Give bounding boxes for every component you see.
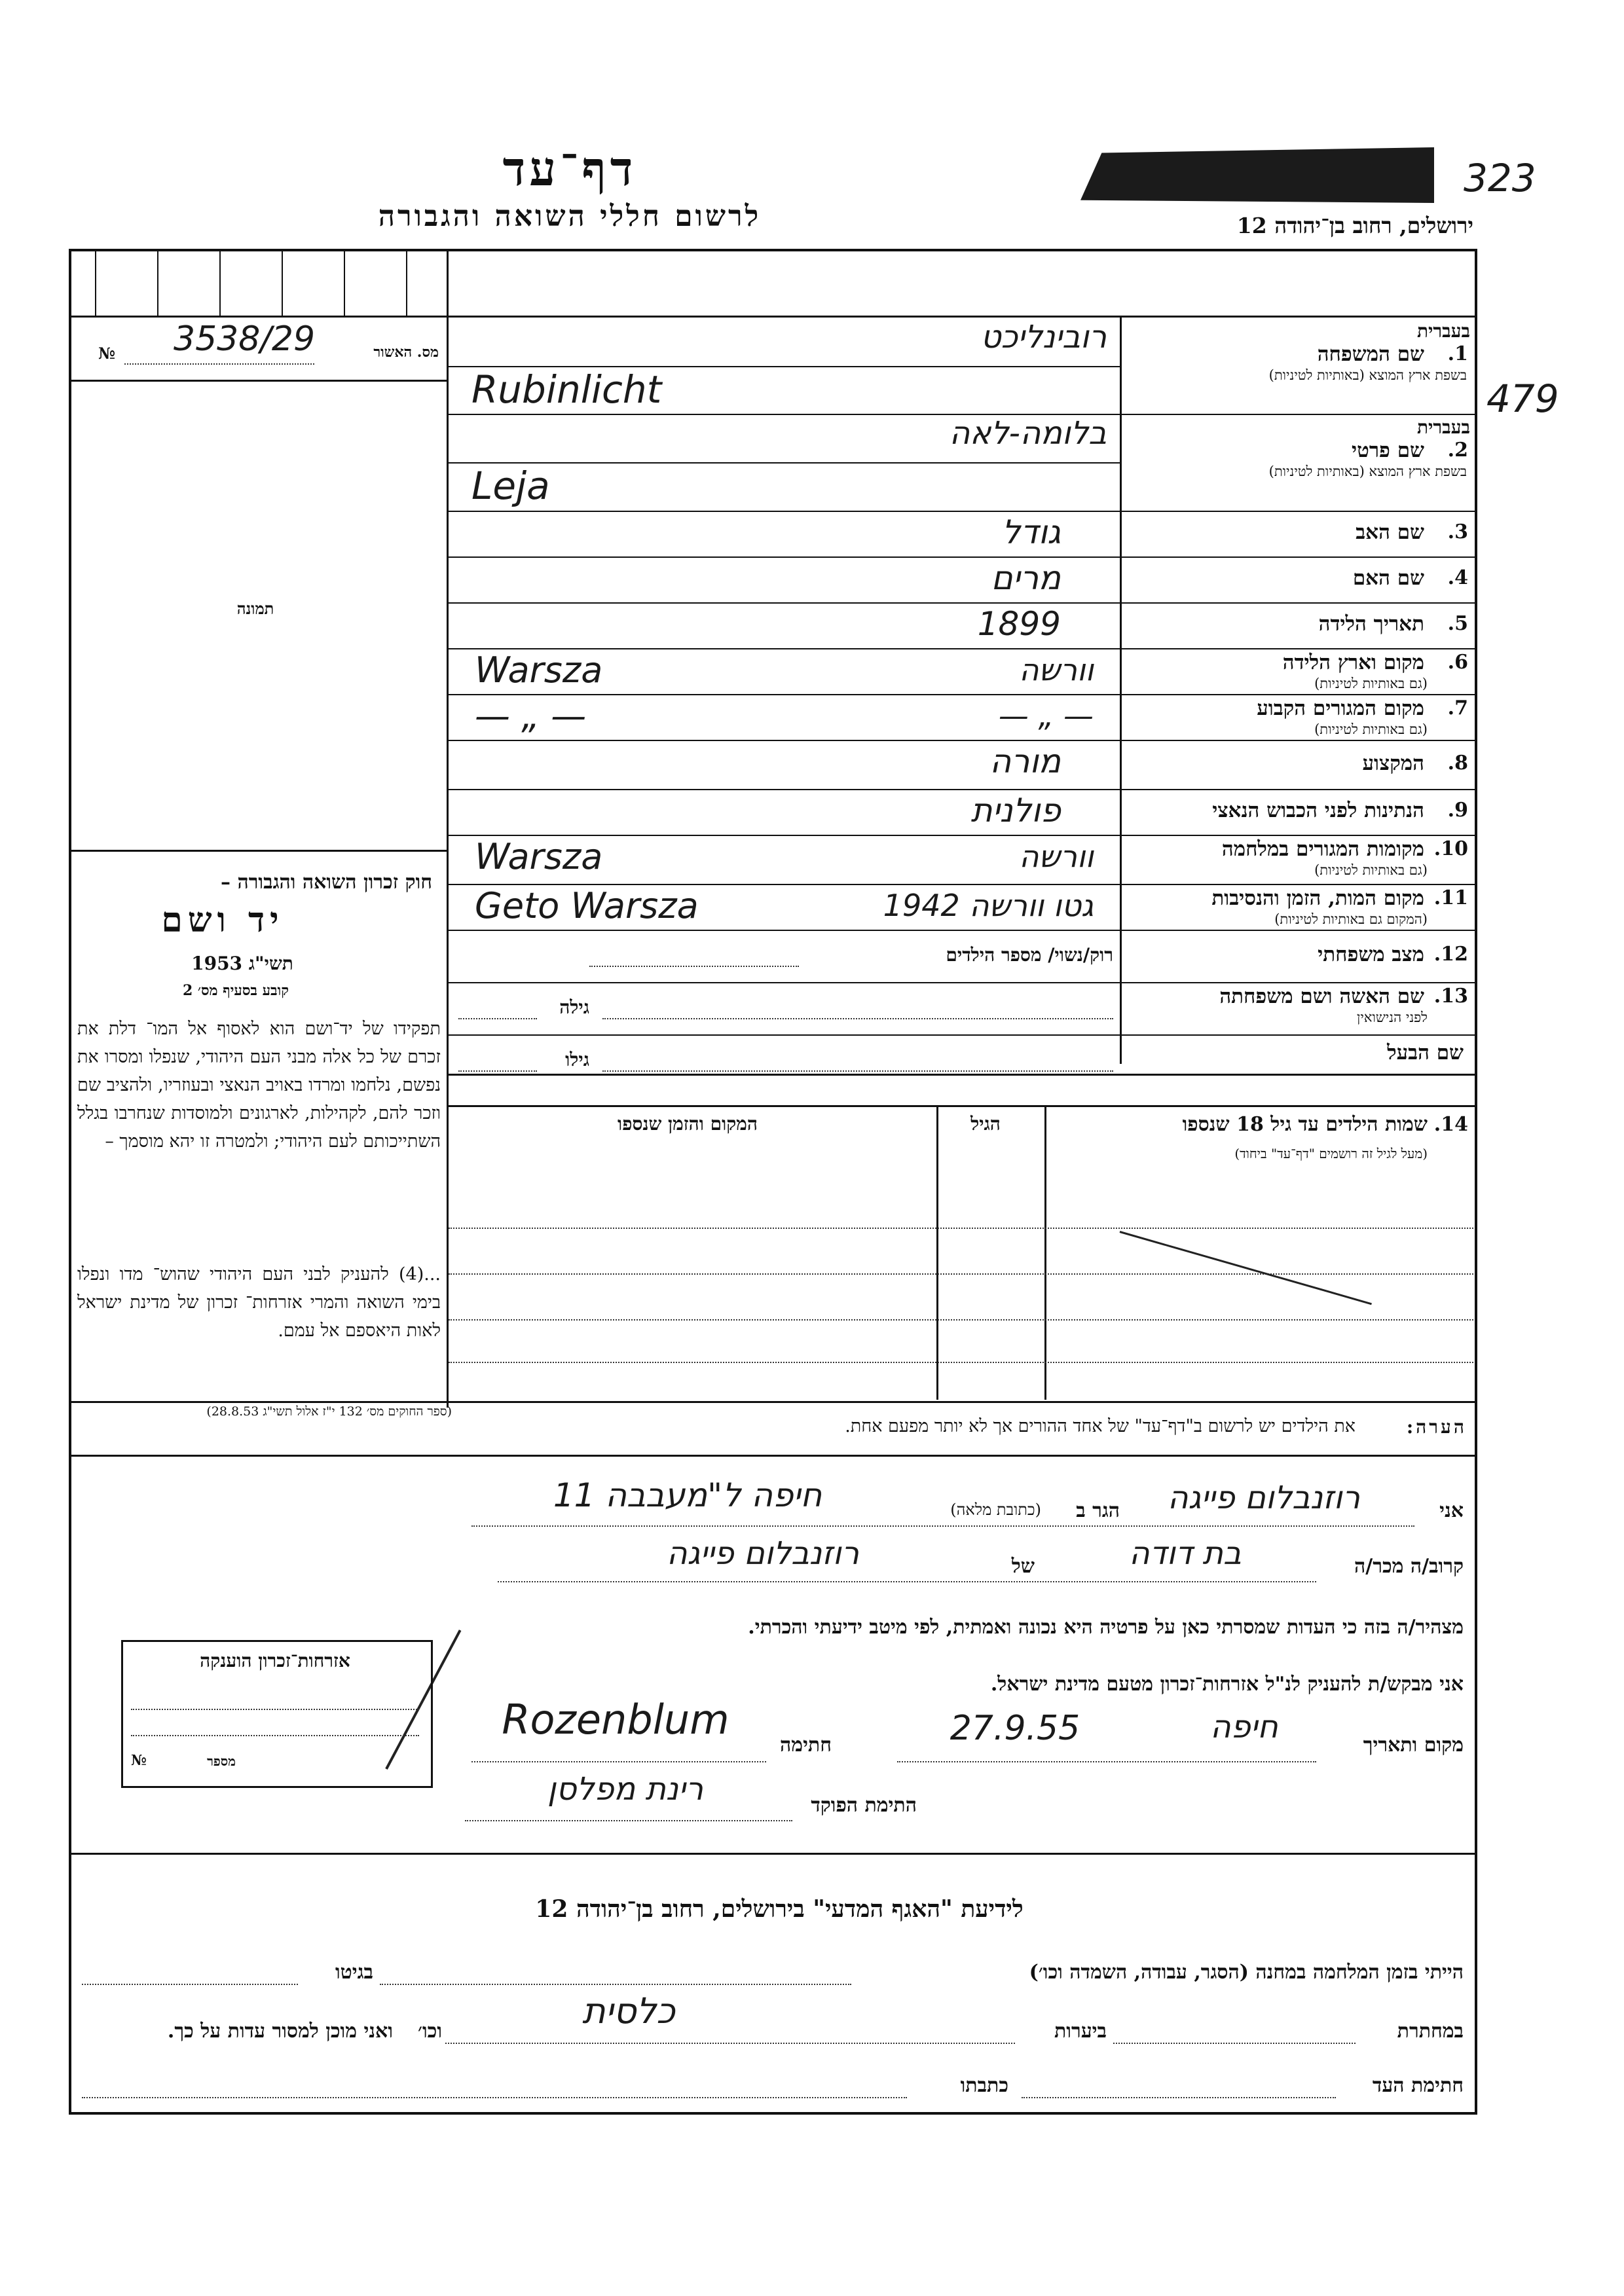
footer-line1-blank: [380, 1984, 851, 1985]
note-bottom: [69, 1455, 1477, 1457]
field-lang-label: בעברית: [1416, 320, 1470, 342]
form-title: דף־עד: [502, 141, 637, 196]
children-row-4: [449, 1362, 1473, 1363]
top-strip-tick-3: [219, 251, 221, 316]
decl-line-3: [897, 1761, 1316, 1762]
field-label: תאריך הלידה: [1318, 612, 1424, 636]
children-strikeout-line: [1120, 1231, 1372, 1305]
field-value-latin: Geto Warsza: [475, 885, 699, 926]
field-value-latin: Rubinlicht: [471, 367, 662, 412]
top-strip-tick-4: [282, 251, 283, 316]
field-label: מקום המגורים הקבוע: [1257, 697, 1424, 720]
field-label: שם האב: [1356, 520, 1424, 544]
field-number: 8.: [1447, 751, 1468, 774]
field-label: שם הבעל: [1387, 1041, 1464, 1065]
name-line: [602, 1070, 1113, 1072]
field-number: 2.: [1447, 439, 1468, 462]
children-row-2: [449, 1273, 1473, 1275]
children-count-line: [589, 966, 799, 967]
decl-request: אני מבקש/ת להעניק לנ"ל אזרחות־זכרון מטעם מדינת ישראל.: [990, 1673, 1464, 1696]
form-subtitle: לרשום חללי השואה והגבורה: [378, 200, 762, 233]
field-label: מקום המות, הזמן והנסיבות: [1211, 886, 1424, 910]
field-sublabel: (גם באותיות לטיניות): [1314, 721, 1428, 737]
field-number: 7.: [1447, 697, 1468, 720]
field-value-hebrew: — „ —: [998, 698, 1094, 733]
field-number: 5.: [1447, 612, 1468, 635]
field-number: 13.: [1433, 985, 1468, 1008]
field-number: 12.: [1433, 943, 1468, 966]
decl-line-4: [471, 1761, 766, 1762]
field-number: 1.: [1447, 342, 1468, 365]
footer-line2-c: וכו׳: [418, 2020, 442, 2043]
children-row-1: [449, 1228, 1473, 1229]
decl-address-label: (כתובת מלאה): [950, 1501, 1041, 1519]
age-line: [458, 1070, 537, 1072]
field-label: המקצוע: [1362, 751, 1424, 775]
field-label: שם פרטי: [1351, 439, 1424, 462]
note-label: הערה:: [1406, 1416, 1467, 1438]
field-sublabel: בשפת ארץ המוצא (באותיות לטיניות): [1268, 367, 1467, 383]
decl-of-name: רוזנבלום פייגה: [667, 1535, 859, 1572]
law-name: יד ושם: [161, 900, 284, 940]
archive-label: מס. האשור: [373, 344, 439, 361]
archive-box-bottom: [69, 380, 449, 382]
law-clause: קובע בסעיף מס׳ 2: [182, 982, 289, 999]
age-label: גילה: [559, 996, 589, 1018]
archive-no-symbol: №: [98, 344, 116, 363]
decl-lives-label: הגר ב: [1076, 1499, 1120, 1522]
note-top: [69, 1401, 1477, 1403]
footer-line1-tail: [82, 1984, 298, 1985]
citizenship-title: אזרחות־זכרון הוענקה: [200, 1650, 350, 1671]
field-label: שם האשה ושם משפחתה: [1219, 985, 1424, 1008]
field-sublabel: לפני הנישואין: [1357, 1010, 1428, 1025]
law-year: תשי"ג 1953: [191, 953, 293, 974]
top-strip-tick-2: [157, 251, 158, 316]
age-line: [458, 1018, 537, 1019]
field-number: 11.: [1433, 886, 1468, 909]
field-lang-label: בעברית: [1416, 416, 1470, 438]
footer-line3-blank-a: [1022, 2097, 1336, 2098]
field-value-hebrew: וורשה: [1019, 652, 1094, 687]
age-label: גילו: [565, 1049, 589, 1070]
citizenship-line-2: [131, 1735, 419, 1736]
field-value: גודל: [1002, 513, 1061, 551]
decl-of-label: של: [1011, 1555, 1035, 1578]
name-line: [602, 1018, 1113, 1019]
footer-line2-b: ביערות: [1054, 2020, 1107, 2043]
frame-bottom: [69, 2112, 1477, 2115]
field-sublabel: (המקום גם באותיות לטיניות): [1274, 911, 1428, 927]
law-paragraph-2: ...(4) להעניק לבני העם היהודי שהוש־ מדו ונפלו בימי השואה והמרי אזרחות־ זכרון של מדינת ישראל לאות היאספם אל עמם.: [77, 1264, 441, 1341]
field-value: 1899: [977, 605, 1061, 643]
footer-separator: [69, 1853, 1477, 1855]
field-value-latin: — „ —: [475, 695, 587, 737]
children-row-3: [449, 1319, 1473, 1321]
archive-number: 3538/29: [174, 319, 316, 359]
field-value: פולנית: [970, 792, 1061, 829]
field-label: שם המשפחה: [1317, 342, 1424, 366]
footer-line2-value: כלסית: [582, 1990, 675, 2032]
children-col-age: הגיל: [970, 1113, 1001, 1135]
decl-place-date-label: מקום ותאריך: [1363, 1734, 1464, 1757]
footer-line2-blank-a: [1113, 2043, 1356, 2044]
field-label: מצב משפחתי: [1318, 943, 1424, 966]
field-label: הנתינות לפני הכבוש הנאצי: [1212, 799, 1424, 822]
children-col-place: המקום והזמן שנספו: [618, 1113, 758, 1135]
field-value-latin: Warsza: [475, 836, 603, 877]
field-label: שם האם: [1352, 566, 1424, 590]
field-number: 10.: [1433, 837, 1468, 860]
decl-statement: מצהיר/ה בזה כי העדות שמסרתי כאן על פרטיה היא נכונה ואמתית, לפי מיטב ידיעתי והכרתי.: [748, 1616, 1464, 1639]
children-sub: (מעל לגיל זה רושמים "דף־עד" ביחוד): [1234, 1146, 1428, 1161]
decl-relative-label: קרוב/ה מכר/ה: [1354, 1555, 1464, 1578]
top-strip-tick-5: [344, 251, 345, 316]
decl-name: רוזנבלום פייגה: [1168, 1480, 1360, 1516]
decl-line-5: [465, 1820, 792, 1821]
field-value-hebrew: בלומה-לאה: [949, 415, 1107, 452]
field-value-hebrew: גטו וורשה 1942: [883, 888, 1094, 923]
field-value-hebrew: רובינליכט: [980, 319, 1107, 355]
top-strip-tick-1: [95, 251, 96, 316]
children-number: 14.: [1433, 1113, 1468, 1136]
decl-place: חיפה: [1210, 1709, 1278, 1745]
field-value: מורה: [989, 742, 1061, 780]
law-paragraph-1: תפקידו של יד־ושם הוא לאסוף אל המו־ דלת את זכרם של כל אלה מבני העם היהודי, שנפלו ומסרו את נפשם, נלחמו ומרדו באויב הנאצי ובעוזריו, ולהציב שם וזכר להם, לקהילות, לארגונים ולמוסדות שנחרבו בגלל השתייכותם לעם היהודי; ולמטרה זו יהא מוסמך –: [77, 1019, 441, 1152]
yad-vashem-logo: [1080, 147, 1434, 203]
children-label: שמות הילדים עד גיל 18 שנספו: [1182, 1113, 1428, 1136]
decl-official: רינת מפלסן: [547, 1771, 703, 1808]
footer-line1-end: בגיטו: [335, 1961, 373, 1984]
footer-line1: הייתי בזמן המלחמה במחנה (הסגר, עבודה, השמדה וכו׳): [1029, 1961, 1464, 1984]
field-label: מקומות המגורים במלחמה: [1221, 837, 1424, 861]
field-number: 4.: [1447, 566, 1468, 589]
field-number: 6.: [1447, 651, 1468, 674]
field-label: מקום וארץ הלידה: [1282, 651, 1424, 674]
field-value: מרים: [991, 559, 1061, 597]
decl-signature: Rozenblum: [502, 1696, 729, 1743]
decl-line-1: [471, 1525, 1414, 1527]
decl-prefix: אני: [1439, 1499, 1464, 1522]
children-col-line-1: [1044, 1106, 1046, 1400]
footer-line2-a: במחתרת: [1397, 2020, 1464, 2043]
children-top: [447, 1105, 1477, 1107]
marital-status-label: רוק/נשוי/ מספר הילדים: [946, 944, 1113, 966]
top-strip-tick-6: [406, 251, 407, 316]
citizenship-no-symbol: №: [131, 1752, 147, 1769]
decl-relation: בת דודה: [1129, 1535, 1242, 1572]
law-source: (ספר החוקים מס׳ 132 י"ז אלול תשי"ג 28.8.53): [206, 1404, 452, 1419]
note-text: את הילדים יש לרשום ב"דף־עד" של אחד ההורים אך לא יותר מפעם אחת.: [845, 1416, 1356, 1436]
field-sublabel: (גם באותיות לטיניות): [1314, 676, 1428, 691]
decl-line-2: [498, 1581, 1316, 1582]
decl-official-label: התימת הפוקד: [811, 1794, 917, 1817]
field-number: 9.: [1447, 799, 1468, 822]
photo-box-bottom: [69, 850, 449, 852]
archive-line: [124, 363, 314, 365]
footer-line3-blank-b: [82, 2097, 907, 2098]
citizenship-line-1: [131, 1709, 419, 1710]
law-title: חוק זכרון השואה והגבורה –: [221, 871, 432, 894]
decl-date: 27.9.55: [950, 1709, 1080, 1748]
decl-address: חיפה ל"מעבבה 11: [553, 1476, 822, 1514]
field-value-latin: Leja: [471, 464, 550, 508]
field-sublabel: (גם באותיות לטיניות): [1314, 862, 1428, 878]
footer-line3-a: חתימת העד: [1372, 2074, 1464, 2097]
children-col-line-2: [936, 1106, 938, 1400]
photo-label: תמונה: [236, 599, 274, 618]
field-row-line: [447, 1074, 1477, 1076]
frame-top: [69, 249, 1477, 251]
footer-line2-blank-b: [445, 2043, 1015, 2044]
field-value-latin: Warsza: [475, 649, 603, 691]
page-number: 323: [1464, 156, 1536, 200]
decl-signature-label: חתימה: [780, 1734, 832, 1757]
header-address: ירושלים, רחוב בן־יהודה 12: [1236, 213, 1473, 238]
footer-line2-d: ואני מוכן למסור עדות על כך.: [167, 2020, 393, 2043]
field-sublabel: בשפת ארץ המוצא (באותיות לטיניות): [1268, 464, 1467, 479]
footer-line3-b: כתבתו: [960, 2074, 1008, 2097]
frame-left: [69, 249, 71, 2115]
field-value-hebrew: וורשה: [1019, 839, 1094, 874]
citizenship-number-label: מספר: [207, 1753, 236, 1769]
footer-title: לידיעת "האגף המדעי" בירושלים, רחוב בן־יהודה 12: [535, 1895, 1024, 1923]
side-number: 479: [1486, 376, 1559, 421]
field-number: 3.: [1447, 520, 1468, 543]
